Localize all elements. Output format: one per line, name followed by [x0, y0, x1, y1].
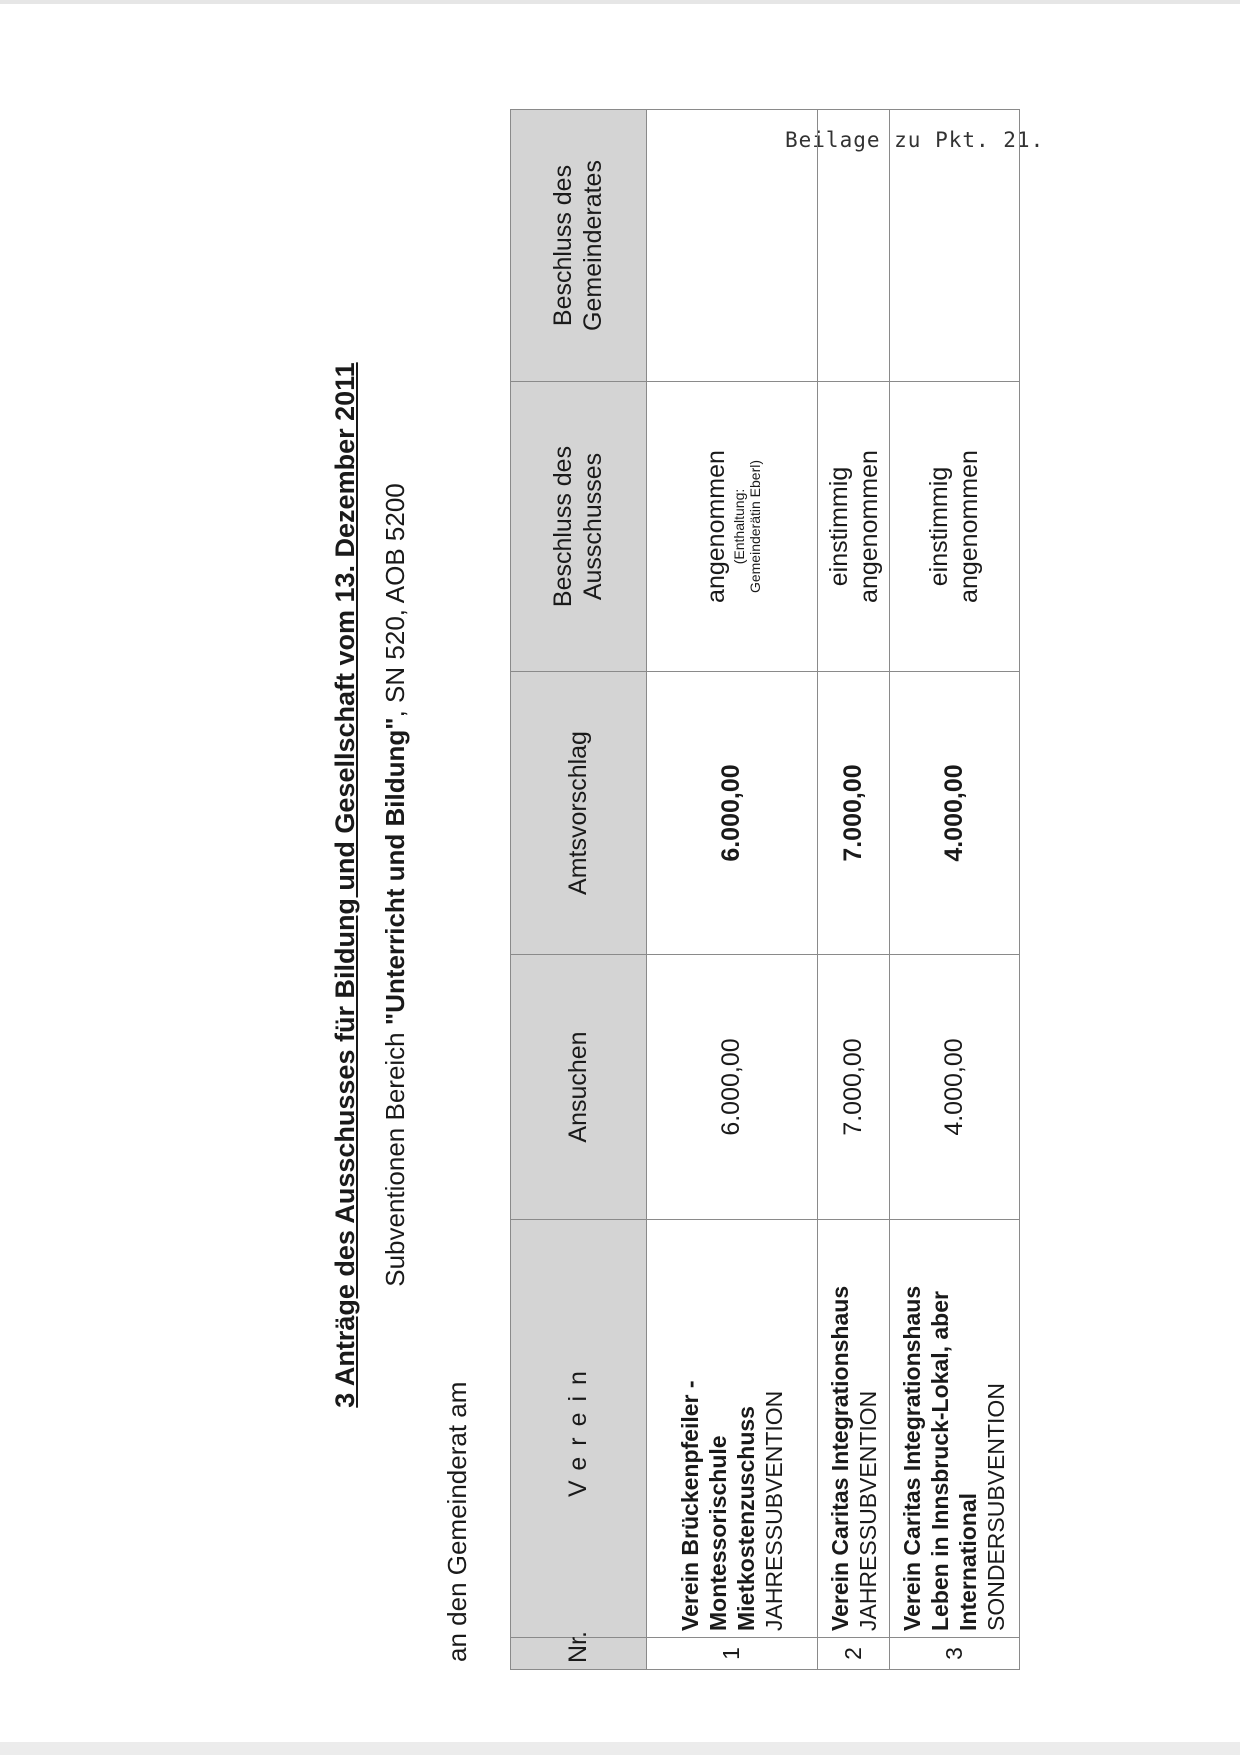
- bottom-edge: [0, 1742, 1240, 1755]
- ansuchen-value: 7.000,00: [818, 955, 890, 1220]
- gemeinderat-decision: [818, 110, 890, 382]
- verein-cell: Verein Caritas Integrationshaus JAHRESSUBVENTION: [818, 1220, 890, 1638]
- ausschuss-decision: angenommen (Enthaltung: Gemeinderätin Eberl): [646, 382, 818, 672]
- column-header-beschluss-ausschuss: Beschluss des Ausschusses: [511, 382, 647, 672]
- row-number: 2: [818, 1638, 890, 1670]
- row-number: 1: [646, 1638, 818, 1670]
- gemeinderat-decision: [889, 110, 1019, 382]
- beilage-note: Beilage zu Pkt. 21.: [785, 128, 1045, 152]
- ansuchen-value: 4.000,00: [889, 955, 1019, 1220]
- table-header-row: [511, 110, 647, 1670]
- row-number: 3: [889, 1638, 1019, 1670]
- table-row: [818, 110, 890, 1670]
- amtsvorschlag-value: 6.000,00: [646, 672, 818, 955]
- document-title: 3 Anträge des Ausschusses für Bildung und Gesellschaft vom 13. Dezember 2011: [330, 362, 360, 1408]
- column-header-ansuchen: Ansuchen: [511, 955, 647, 1220]
- column-header-amtsvorschlag: Amtsvorschlag: [511, 672, 647, 955]
- column-header-nr: Nr.: [511, 1638, 647, 1670]
- gemeinderat-decision: [646, 110, 818, 382]
- rotated-page-content: [330, 100, 1020, 1670]
- amtsvorschlag-value: 7.000,00: [818, 672, 890, 955]
- top-edge: [0, 0, 1240, 4]
- verein-cell: Verein Brückenpfeiler - Montessorischule Mietkostenzuschuss JAHRESSUBVENTION: [646, 1220, 818, 1638]
- table-row: [646, 110, 818, 1670]
- verein-cell: Verein Caritas Integrationshaus Leben in Innsbruck-Lokal, aber International SONDERSUBVENTION: [889, 1220, 1019, 1638]
- table-row: [889, 110, 1019, 1670]
- column-header-beschluss-gemeinderat: Beschluss des Gemeinderates: [511, 110, 647, 382]
- subtitle-prefix: Subventionen Bereich: [380, 1032, 410, 1287]
- amtsvorschlag-value: 4.000,00: [889, 672, 1019, 955]
- ausschuss-decision: einstimmig angenommen: [818, 382, 890, 672]
- subtitle-suffix: , SN 520, AOB 5200: [380, 483, 410, 718]
- preamble-text: an den Gemeinderat am: [442, 1381, 472, 1662]
- ansuchen-value: 6.000,00: [646, 955, 818, 1220]
- document-subtitle: [380, 110, 411, 1660]
- column-header-verein: Verein: [511, 1220, 647, 1638]
- ausschuss-decision: einstimmig angenommen: [889, 382, 1019, 672]
- subtitle-area: "Unterricht und Bildung": [380, 717, 410, 1026]
- subsidy-table: [510, 109, 1020, 1670]
